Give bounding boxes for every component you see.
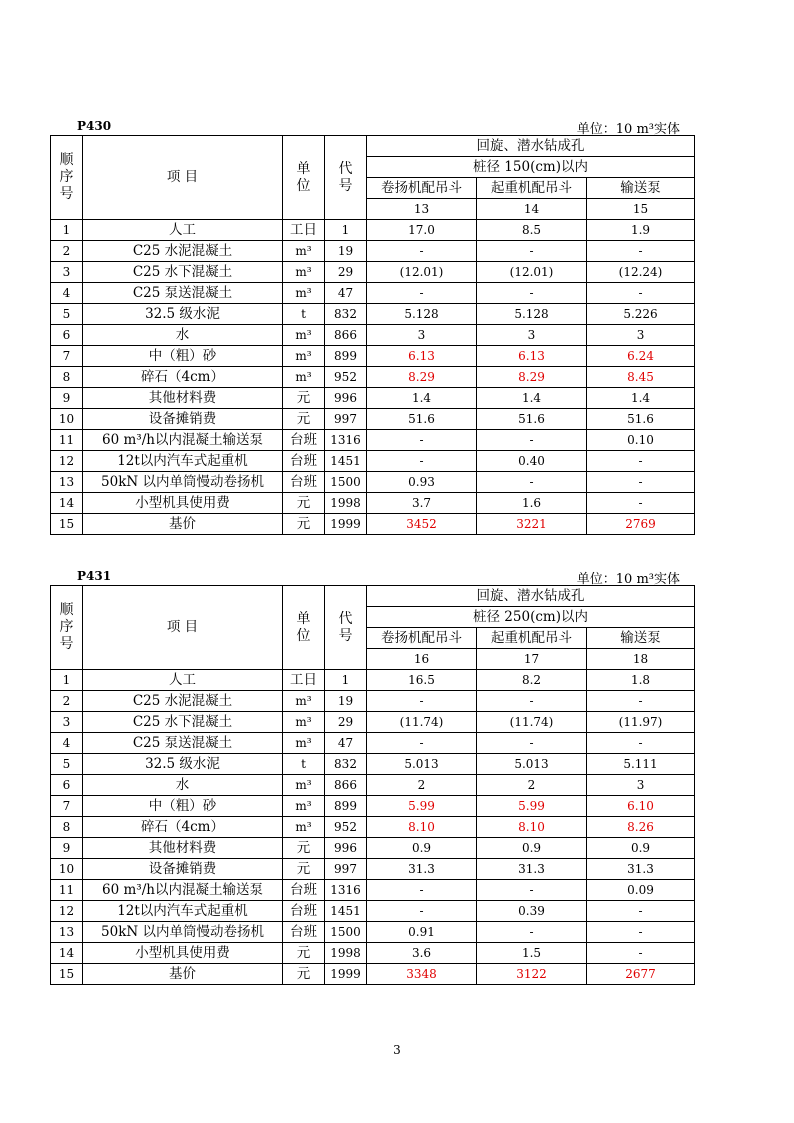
row-value: (11.74) xyxy=(367,712,477,733)
row-seq: 14 xyxy=(51,493,83,514)
row-value: - xyxy=(587,922,695,943)
row-code: 19 xyxy=(325,241,367,262)
row-item-name: 60 m³/h以内混凝土输送泵 xyxy=(83,880,283,901)
table-row xyxy=(51,262,695,283)
row-value: 6.13 xyxy=(367,346,477,367)
row-unit: 台班 xyxy=(283,430,325,451)
code-header: 代号 xyxy=(325,136,367,220)
table-row xyxy=(51,241,695,262)
row-code: 1998 xyxy=(325,943,367,964)
column-number: 18 xyxy=(587,649,695,670)
row-seq: 14 xyxy=(51,943,83,964)
table-body xyxy=(51,670,695,985)
row-value: - xyxy=(477,430,587,451)
row-value: 2 xyxy=(477,775,587,796)
row-value: 5.99 xyxy=(477,796,587,817)
row-value: 51.6 xyxy=(587,409,695,430)
row-item-name: 其他材料费 xyxy=(83,838,283,859)
row-value: 0.93 xyxy=(367,472,477,493)
row-seq: 9 xyxy=(51,838,83,859)
row-value: - xyxy=(587,691,695,712)
row-code: 952 xyxy=(325,817,367,838)
row-item-name: C25 水泥混凝土 xyxy=(83,691,283,712)
table-row xyxy=(51,880,695,901)
row-value: 1.5 xyxy=(477,943,587,964)
row-seq: 10 xyxy=(51,409,83,430)
row-value: - xyxy=(367,430,477,451)
table-row xyxy=(51,859,695,880)
row-value: - xyxy=(367,733,477,754)
row-item-name: 基价 xyxy=(83,514,283,535)
section-code: P430 xyxy=(77,119,112,133)
row-seq: 3 xyxy=(51,712,83,733)
row-value: 0.40 xyxy=(477,451,587,472)
row-item-name: 中（粗）砂 xyxy=(83,346,283,367)
quota-table xyxy=(50,135,695,535)
row-value: - xyxy=(587,472,695,493)
row-code: 1998 xyxy=(325,493,367,514)
row-value: 1.4 xyxy=(477,388,587,409)
row-value: 2 xyxy=(367,775,477,796)
table-row xyxy=(51,901,695,922)
row-seq: 2 xyxy=(51,241,83,262)
row-code: 997 xyxy=(325,859,367,880)
table-row xyxy=(51,472,695,493)
row-value: (12.01) xyxy=(367,262,477,283)
row-code: 996 xyxy=(325,388,367,409)
row-seq: 6 xyxy=(51,775,83,796)
row-value: 8.10 xyxy=(367,817,477,838)
row-unit: m³ xyxy=(283,733,325,754)
row-value: 6.24 xyxy=(587,346,695,367)
row-unit: 元 xyxy=(283,859,325,880)
row-value: 8.45 xyxy=(587,367,695,388)
row-value: (12.24) xyxy=(587,262,695,283)
row-value: 1.4 xyxy=(587,388,695,409)
row-unit: 元 xyxy=(283,514,325,535)
table-row xyxy=(51,346,695,367)
row-item-name: 其他材料费 xyxy=(83,388,283,409)
row-value: 1.6 xyxy=(477,493,587,514)
section-header xyxy=(50,568,694,585)
unit-header: 单位 xyxy=(283,136,325,220)
section-header xyxy=(50,118,694,135)
seq-header: 顺序号 xyxy=(51,136,83,220)
row-value: - xyxy=(367,691,477,712)
column-header: 起重机配吊斗 xyxy=(477,628,587,649)
row-code: 1451 xyxy=(325,901,367,922)
row-value: 3.7 xyxy=(367,493,477,514)
row-unit: m³ xyxy=(283,241,325,262)
row-value: - xyxy=(477,241,587,262)
code-header: 代号 xyxy=(325,586,367,670)
row-unit: 元 xyxy=(283,964,325,985)
row-value: 31.3 xyxy=(587,859,695,880)
row-seq: 12 xyxy=(51,451,83,472)
table-row xyxy=(51,796,695,817)
column-number: 17 xyxy=(477,649,587,670)
row-value: - xyxy=(587,493,695,514)
table-row xyxy=(51,493,695,514)
row-seq: 2 xyxy=(51,691,83,712)
row-seq: 13 xyxy=(51,472,83,493)
row-unit: m³ xyxy=(283,283,325,304)
row-item-name: C25 水下混凝土 xyxy=(83,712,283,733)
column-number: 13 xyxy=(367,199,477,220)
row-code: 1999 xyxy=(325,964,367,985)
row-value: 2769 xyxy=(587,514,695,535)
row-value: 16.5 xyxy=(367,670,477,691)
row-value: 0.9 xyxy=(367,838,477,859)
row-code: 1316 xyxy=(325,430,367,451)
column-header: 卷扬机配吊斗 xyxy=(367,178,477,199)
row-value: - xyxy=(587,241,695,262)
row-seq: 12 xyxy=(51,901,83,922)
table-row xyxy=(51,712,695,733)
row-unit: 台班 xyxy=(283,922,325,943)
row-value: 0.39 xyxy=(477,901,587,922)
row-value: 1.8 xyxy=(587,670,695,691)
row-code: 832 xyxy=(325,304,367,325)
row-value: 5.128 xyxy=(367,304,477,325)
table-row xyxy=(51,409,695,430)
row-value: (11.97) xyxy=(587,712,695,733)
row-seq: 7 xyxy=(51,796,83,817)
table-row xyxy=(51,775,695,796)
row-value: - xyxy=(477,691,587,712)
row-unit: m³ xyxy=(283,325,325,346)
row-item-name: 小型机具使用费 xyxy=(83,943,283,964)
table-row xyxy=(51,283,695,304)
row-item-name: 中（粗）砂 xyxy=(83,796,283,817)
row-unit: 台班 xyxy=(283,451,325,472)
row-unit: m³ xyxy=(283,775,325,796)
row-code: 47 xyxy=(325,733,367,754)
row-code: 1500 xyxy=(325,922,367,943)
table-row xyxy=(51,754,695,775)
row-value: - xyxy=(367,451,477,472)
row-item-name: 基价 xyxy=(83,964,283,985)
row-value: 3 xyxy=(477,325,587,346)
row-value: 17.0 xyxy=(367,220,477,241)
table-row xyxy=(51,367,695,388)
row-code: 899 xyxy=(325,796,367,817)
row-item-name: 设备摊销费 xyxy=(83,409,283,430)
row-seq: 6 xyxy=(51,325,83,346)
work-title: 回旋、潜水钻成孔 xyxy=(367,586,695,607)
table-row xyxy=(51,388,695,409)
row-value: 0.09 xyxy=(587,880,695,901)
row-value: 31.3 xyxy=(367,859,477,880)
row-value: 5.013 xyxy=(367,754,477,775)
row-seq: 1 xyxy=(51,220,83,241)
row-seq: 10 xyxy=(51,859,83,880)
unit-note: 单位：10 m³实体 xyxy=(576,122,680,137)
table-body xyxy=(51,220,695,535)
quota-table xyxy=(50,585,695,985)
column-header: 卷扬机配吊斗 xyxy=(367,628,477,649)
row-unit: 元 xyxy=(283,409,325,430)
row-code: 1 xyxy=(325,670,367,691)
row-seq: 4 xyxy=(51,283,83,304)
row-item-name: C25 水下混凝土 xyxy=(83,262,283,283)
row-code: 19 xyxy=(325,691,367,712)
row-value: 3 xyxy=(587,775,695,796)
row-value: - xyxy=(477,880,587,901)
row-unit: 元 xyxy=(283,838,325,859)
row-unit: 元 xyxy=(283,493,325,514)
table-row xyxy=(51,220,695,241)
row-value: 8.26 xyxy=(587,817,695,838)
row-value: 6.10 xyxy=(587,796,695,817)
row-value: 6.13 xyxy=(477,346,587,367)
row-value: 8.10 xyxy=(477,817,587,838)
row-item-name: 32.5 级水泥 xyxy=(83,754,283,775)
row-code: 866 xyxy=(325,325,367,346)
row-value: - xyxy=(477,472,587,493)
table-row xyxy=(51,514,695,535)
quota-section-p431 xyxy=(50,568,694,985)
row-unit: m³ xyxy=(283,817,325,838)
column-number: 15 xyxy=(587,199,695,220)
row-seq: 8 xyxy=(51,367,83,388)
row-item-name: 水 xyxy=(83,775,283,796)
unit-note: 单位：10 m³实体 xyxy=(576,572,680,587)
row-item-name: 设备摊销费 xyxy=(83,859,283,880)
row-unit: 元 xyxy=(283,943,325,964)
row-code: 1500 xyxy=(325,472,367,493)
seq-header: 顺序号 xyxy=(51,586,83,670)
column-header: 起重机配吊斗 xyxy=(477,178,587,199)
row-seq: 13 xyxy=(51,922,83,943)
row-seq: 9 xyxy=(51,388,83,409)
section-code: P431 xyxy=(77,569,112,583)
row-item-name: C25 泵送混凝土 xyxy=(83,283,283,304)
row-value: 8.5 xyxy=(477,220,587,241)
row-item-name: 50kN 以内单筒慢动卷扬机 xyxy=(83,472,283,493)
row-unit: 工日 xyxy=(283,220,325,241)
row-value: - xyxy=(477,733,587,754)
row-value: 3122 xyxy=(477,964,587,985)
row-seq: 4 xyxy=(51,733,83,754)
row-seq: 1 xyxy=(51,670,83,691)
row-item-name: C25 水泥混凝土 xyxy=(83,241,283,262)
row-item-name: C25 泵送混凝土 xyxy=(83,733,283,754)
row-value: - xyxy=(587,901,695,922)
table-row xyxy=(51,451,695,472)
row-seq: 5 xyxy=(51,304,83,325)
row-code: 997 xyxy=(325,409,367,430)
table-row xyxy=(51,838,695,859)
row-code: 866 xyxy=(325,775,367,796)
row-seq: 15 xyxy=(51,514,83,535)
row-unit: t xyxy=(283,304,325,325)
row-unit: m³ xyxy=(283,796,325,817)
row-code: 47 xyxy=(325,283,367,304)
row-value: 1.4 xyxy=(367,388,477,409)
row-code: 29 xyxy=(325,262,367,283)
row-seq: 5 xyxy=(51,754,83,775)
table-row xyxy=(51,817,695,838)
row-seq: 3 xyxy=(51,262,83,283)
table-row xyxy=(51,943,695,964)
row-item-name: 12t以内汽车式起重机 xyxy=(83,901,283,922)
row-unit: m³ xyxy=(283,712,325,733)
row-unit: 台班 xyxy=(283,901,325,922)
row-value: 51.6 xyxy=(367,409,477,430)
row-unit: m³ xyxy=(283,691,325,712)
row-seq: 15 xyxy=(51,964,83,985)
table-row xyxy=(51,964,695,985)
row-value: 5.99 xyxy=(367,796,477,817)
row-value: 5.226 xyxy=(587,304,695,325)
row-value: (11.74) xyxy=(477,712,587,733)
row-value: 2677 xyxy=(587,964,695,985)
table-row xyxy=(51,922,695,943)
column-number: 14 xyxy=(477,199,587,220)
column-header: 输送泵 xyxy=(587,178,695,199)
row-code: 996 xyxy=(325,838,367,859)
row-value: 3348 xyxy=(367,964,477,985)
table-row xyxy=(51,670,695,691)
row-value: - xyxy=(367,901,477,922)
row-unit: 台班 xyxy=(283,472,325,493)
row-item-name: 人工 xyxy=(83,670,283,691)
row-value: - xyxy=(477,283,587,304)
row-value: 3 xyxy=(367,325,477,346)
row-item-name: 50kN 以内单筒慢动卷扬机 xyxy=(83,922,283,943)
row-value: 3 xyxy=(587,325,695,346)
work-title: 回旋、潜水钻成孔 xyxy=(367,136,695,157)
table-row xyxy=(51,733,695,754)
row-item-name: 60 m³/h以内混凝土输送泵 xyxy=(83,430,283,451)
table-row xyxy=(51,691,695,712)
row-code: 29 xyxy=(325,712,367,733)
row-value: 0.9 xyxy=(477,838,587,859)
row-item-name: 12t以内汽车式起重机 xyxy=(83,451,283,472)
row-code: 1316 xyxy=(325,880,367,901)
row-seq: 8 xyxy=(51,817,83,838)
row-value: 0.9 xyxy=(587,838,695,859)
row-item-name: 小型机具使用费 xyxy=(83,493,283,514)
row-unit: 元 xyxy=(283,388,325,409)
row-value: (12.01) xyxy=(477,262,587,283)
row-unit: m³ xyxy=(283,262,325,283)
row-seq: 7 xyxy=(51,346,83,367)
row-value: 5.128 xyxy=(477,304,587,325)
row-seq: 11 xyxy=(51,880,83,901)
row-code: 832 xyxy=(325,754,367,775)
row-unit: 工日 xyxy=(283,670,325,691)
row-item-name: 人工 xyxy=(83,220,283,241)
row-code: 1999 xyxy=(325,514,367,535)
row-item-name: 32.5 级水泥 xyxy=(83,304,283,325)
row-value: - xyxy=(587,451,695,472)
row-value: - xyxy=(367,880,477,901)
row-value: 3452 xyxy=(367,514,477,535)
row-item-name: 水 xyxy=(83,325,283,346)
row-value: - xyxy=(587,733,695,754)
row-seq: 11 xyxy=(51,430,83,451)
row-unit: t xyxy=(283,754,325,775)
row-value: 0.91 xyxy=(367,922,477,943)
item-header: 项 目 xyxy=(83,136,283,220)
row-value: 3221 xyxy=(477,514,587,535)
row-value: 5.013 xyxy=(477,754,587,775)
row-value: - xyxy=(587,943,695,964)
table-row xyxy=(51,325,695,346)
row-unit: 台班 xyxy=(283,880,325,901)
page-number: 3 xyxy=(393,1043,401,1057)
quota-section-p430 xyxy=(50,118,694,535)
row-code: 1 xyxy=(325,220,367,241)
row-unit: m³ xyxy=(283,346,325,367)
row-value: 8.29 xyxy=(367,367,477,388)
row-value: 3.6 xyxy=(367,943,477,964)
spec-title: 桩径 250(cm)以内 xyxy=(367,607,695,628)
item-header: 项 目 xyxy=(83,586,283,670)
table-row xyxy=(51,430,695,451)
table-row xyxy=(51,304,695,325)
row-value: 8.29 xyxy=(477,367,587,388)
row-value: 31.3 xyxy=(477,859,587,880)
row-value: 1.9 xyxy=(587,220,695,241)
row-value: 5.111 xyxy=(587,754,695,775)
row-value: - xyxy=(367,283,477,304)
row-value: - xyxy=(477,922,587,943)
row-code: 952 xyxy=(325,367,367,388)
row-unit: m³ xyxy=(283,367,325,388)
row-value: 8.2 xyxy=(477,670,587,691)
row-item-name: 碎石（4cm） xyxy=(83,367,283,388)
row-code: 1451 xyxy=(325,451,367,472)
spec-title: 桩径 150(cm)以内 xyxy=(367,157,695,178)
row-value: - xyxy=(587,283,695,304)
row-value: - xyxy=(367,241,477,262)
unit-header: 单位 xyxy=(283,586,325,670)
row-value: 51.6 xyxy=(477,409,587,430)
column-header: 输送泵 xyxy=(587,628,695,649)
row-item-name: 碎石（4cm） xyxy=(83,817,283,838)
row-value: 0.10 xyxy=(587,430,695,451)
row-code: 899 xyxy=(325,346,367,367)
column-number: 16 xyxy=(367,649,477,670)
